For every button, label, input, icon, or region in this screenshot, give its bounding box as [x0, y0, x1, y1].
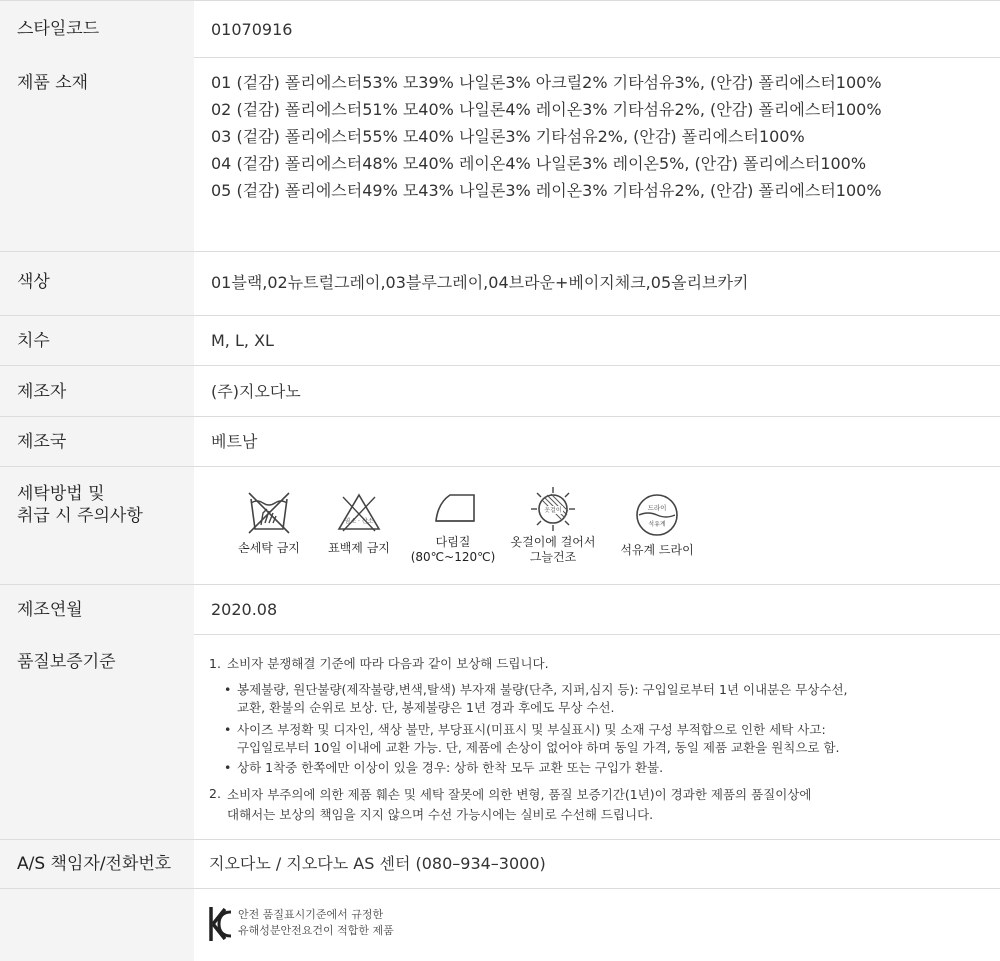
label-size: 치수	[17, 331, 50, 351]
care-label: 손세탁 금지	[238, 541, 300, 555]
bullet-dot: •	[224, 760, 232, 775]
iron-icon	[428, 485, 478, 531]
kc-logo-icon	[209, 904, 233, 944]
care-sub: 그늘건조	[529, 550, 577, 564]
label-as: A/S 책임자/전화번호	[17, 854, 172, 874]
no-bleach-icon	[335, 489, 383, 537]
value-size: M, L, XL	[211, 331, 274, 350]
row-material	[0, 57, 1000, 252]
care-hang-dry	[505, 485, 601, 565]
quality-item-text: 소비자 분쟁해결 기준에 따라 다음과 같이 보상해 드립니다.	[227, 656, 549, 671]
value-date: 2020.08	[211, 600, 278, 619]
bullet-line: 사이즈 부정확 및 디자인, 색상 불만, 부당표시(미표시 및 부실표시) 및 소재 구성 부적합으로 인한 세탁 사고:	[237, 722, 826, 737]
bullet-line: 구입일로부터 10일 이내에 교환 가능. 단, 제품에 손상이 없어야 하며 동일 가격, 동일 제품 교환을 원칙으로 함.	[237, 740, 840, 755]
hang-dry-shade-icon	[529, 485, 577, 533]
kc-text	[238, 907, 394, 939]
quality-item-text: 소비자 부주의에 의한 제품 훼손 및 세탁 잘못에 의한 변형, 품질 보증기간(1년)이 경과한 제품의 품질이상에	[227, 787, 812, 802]
kc-text-line: 안전 품질표시기준에서 규정한	[238, 908, 384, 921]
dry-clean-petroleum-icon	[633, 491, 681, 539]
no-bleach-icon-text: 염소 · 산소	[344, 518, 374, 525]
care-no-bleach	[316, 489, 402, 556]
material-line: 04 (겉감) 폴리에스터48% 모40% 레이온4% 나일론3% 레이온5%, (안감) 폴리에스터100%	[211, 154, 867, 173]
row-quality	[0, 635, 1000, 840]
quality-item-number: 1.	[209, 656, 221, 671]
care-label: 다림질	[435, 535, 471, 549]
row-style-code	[0, 0, 1000, 58]
value-style-code: 01070916	[211, 20, 293, 39]
value-country: 베트남	[211, 432, 258, 451]
label-date: 제조연월	[17, 600, 83, 620]
material-line: 02 (겉감) 폴리에스터51% 모40% 나일론4% 레이온3% 기타섬유2%, (안감) 폴리에스터100%	[211, 100, 882, 119]
dry-clean-icon-text-bottom: 석유계	[648, 521, 666, 528]
row-maker	[0, 366, 1000, 417]
value-maker: (주)지오다노	[211, 382, 301, 401]
row-size	[0, 316, 1000, 366]
row-as	[0, 840, 1000, 889]
bullet-dot: •	[224, 722, 232, 737]
care-no-hand-wash	[226, 489, 312, 556]
care-label: 석유계 드라이	[620, 543, 694, 557]
bullet-line: 상하 1착중 한쪽에만 이상이 있을 경우: 상하 한착 모두 교환 또는 구입가 환불.	[237, 760, 664, 775]
care-label: 표백제 금지	[328, 541, 390, 555]
label-color: 색상	[17, 272, 50, 292]
bullet-line: 교환, 환불의 순위로 보상. 단, 봉제불량은 1년 경과 후에도 무상 수선.	[237, 700, 615, 715]
kc-mark	[209, 904, 233, 948]
label-maker: 제조자	[17, 382, 67, 402]
bullet-dot: •	[224, 682, 232, 697]
care-iron	[408, 485, 498, 565]
value-as: 지오다노 / 지오다노 AS 센터 (080–934–3000)	[209, 854, 546, 873]
row-date	[0, 585, 1000, 635]
row-color	[0, 252, 1000, 316]
label-care: 세탁방법 및 취급 시 주의사항	[17, 484, 143, 526]
kc-text-line: 유해성분안전요건이 적합한 제품	[238, 924, 394, 937]
care-sub: (80℃~120℃)	[410, 550, 496, 564]
row-kc	[0, 889, 1000, 961]
care-label: 옷걸이에 걸어서	[510, 535, 596, 549]
care-dry-clean	[612, 491, 702, 558]
row-care	[0, 467, 1000, 585]
material-line: 01 (겉감) 폴리에스터53% 모39% 나일론3% 아크릴2% 기타섬유3%, (안감) 폴리에스터100%	[211, 73, 882, 92]
label-material: 제품 소재	[17, 73, 89, 93]
value-color: 01블랙,02뉴트럴그레이,03블루그레이,04브라운+베이지체크,05올리브카키	[211, 273, 749, 292]
no-hand-wash-icon	[245, 489, 293, 537]
value-material	[211, 69, 882, 204]
bullet-line: 봉제불량, 원단불량(제작불량,변색,탈색) 부자재 불량(단추, 지퍼,심지 등): 구입일로부터 1년 이내분은 무상수선,	[237, 682, 848, 697]
label-style-code: 스타일코드	[17, 19, 100, 39]
label-quality: 품질보증기준	[17, 652, 116, 672]
hang-dry-icon-text: 옷걸이	[544, 507, 562, 514]
quality-item-text: 대해서는 보상의 책임을 지지 않으며 수선 가능시에는 실비로 수선해 드립니다.	[227, 807, 654, 822]
label-country: 제조국	[17, 432, 67, 452]
material-line: 05 (겉감) 폴리에스터49% 모43% 나일론3% 레이온3% 기타섬유2%, (안감) 폴리에스터100%	[211, 181, 882, 200]
row-country	[0, 417, 1000, 467]
quality-item-number: 2.	[209, 786, 221, 801]
dry-clean-icon-text-top: 드라이	[647, 504, 667, 512]
material-line: 03 (겉감) 폴리에스터55% 모40% 나일론3% 기타섬유2%, (안감) 폴리에스터100%	[211, 127, 805, 146]
